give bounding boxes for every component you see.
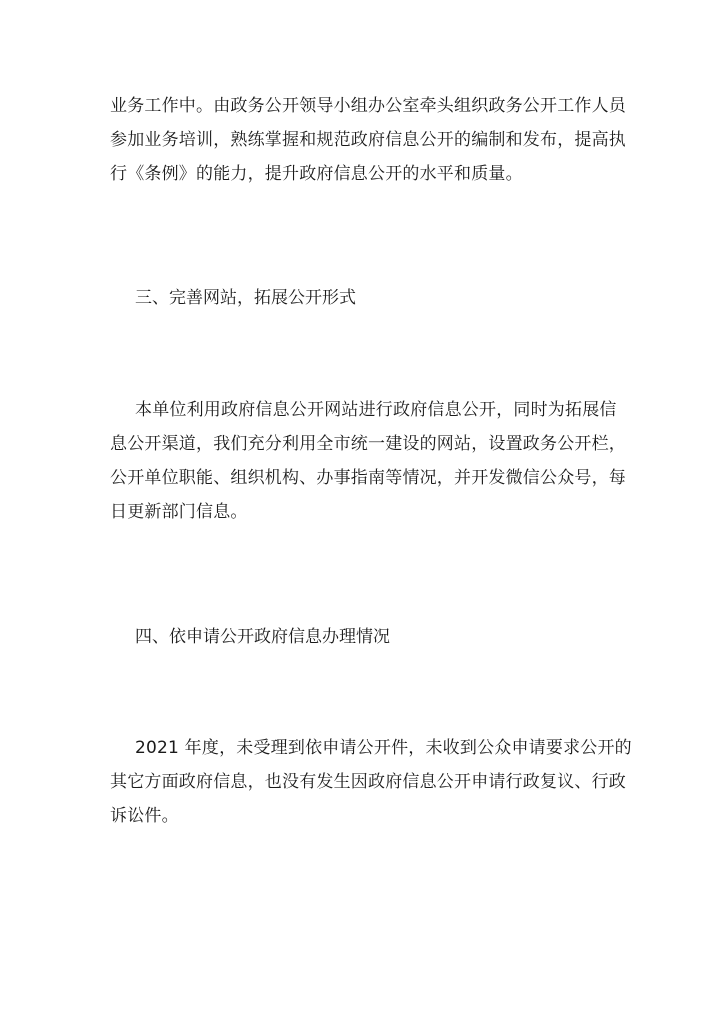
section-3-paragraph [110,393,626,529]
section-heading-4: 四、依申请公开政府信息办理情况 [135,627,390,647]
paragraph-line: 公开单位职能、组织机构、办事指南等情况，并开发微信公众号，每 [110,468,626,488]
paragraph-line: 参加业务培训，熟练掌握和规范政府信息公开的编制和发布，提高执 [110,130,626,150]
paragraph-line: 息公开渠道，我们充分利用全市统一建设的网站，设置政务公开栏， [110,434,626,454]
paragraph-continuation [110,89,626,191]
paragraph-line: 2021 年度，未受理到依申请公开件，未收到公众申请要求公开的 [135,738,632,758]
paragraph-line: 其它方面政府信息，也没有发生因政府信息公开申请行政复议、行政 [110,772,626,792]
section-4-paragraph [110,731,632,833]
paragraph-line: 日更新部门信息。 [110,502,248,522]
paragraph-line: 行《条例》的能力，提升政府信息公开的水平和质量。 [110,164,523,184]
section-heading-3: 三、完善网站，拓展公开形式 [135,288,356,308]
paragraph-line: 诉讼件。 [110,806,179,826]
paragraph-line: 业务工作中。由政务公开领导小组办公室牵头组织政务公开工作人员 [110,96,626,116]
paragraph-line: 本单位利用政府信息公开网站进行政府信息公开，同时为拓展信 [135,400,617,420]
